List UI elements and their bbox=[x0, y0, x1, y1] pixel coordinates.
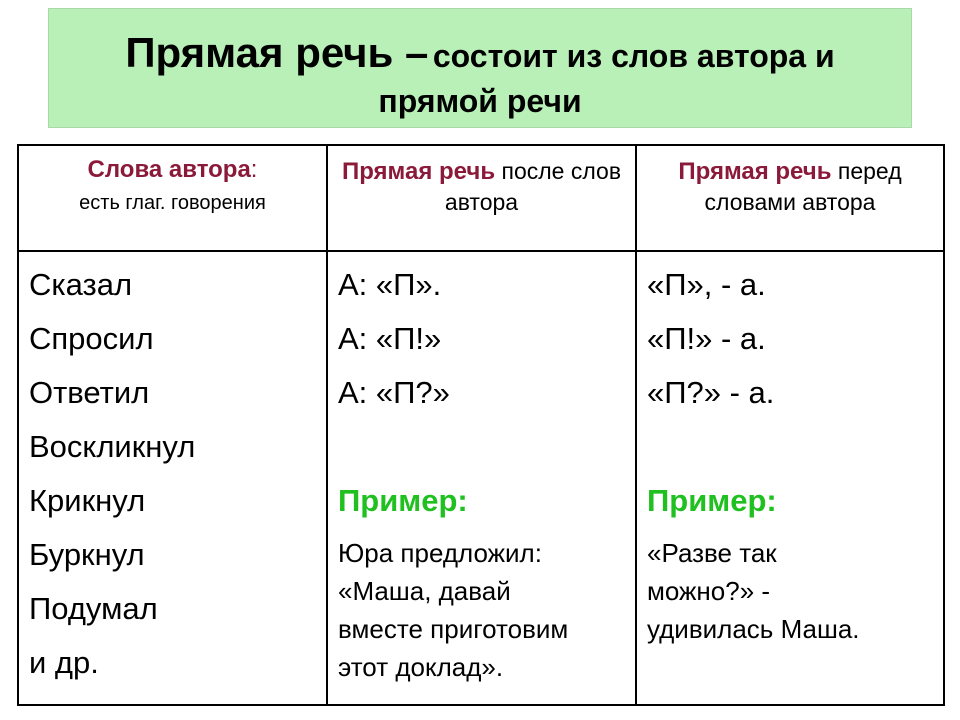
example-line: «Маша, давай bbox=[338, 576, 511, 606]
header-red-text: Прямая речь bbox=[341, 158, 496, 185]
example-label: Пример: bbox=[338, 483, 468, 518]
header-red-text: Прямая речь bbox=[678, 158, 832, 185]
header-author-words bbox=[18, 145, 327, 251]
example-text bbox=[647, 534, 933, 648]
formula: А: «П!» bbox=[338, 321, 442, 356]
verbs-cell bbox=[18, 251, 327, 705]
title-main: Прямая речь – bbox=[125, 29, 429, 76]
title-line-2: прямой речи bbox=[378, 83, 582, 119]
verb-item: Ответил bbox=[29, 375, 150, 410]
verb-item: Буркнул bbox=[29, 537, 145, 572]
example-line: «Разве так bbox=[647, 538, 777, 568]
body-row bbox=[18, 251, 944, 705]
header-rest-text: после слов автора bbox=[444, 158, 622, 215]
verb-item: Сказал bbox=[29, 267, 133, 302]
formula: «П», - а. bbox=[647, 267, 766, 302]
example-line: этот доклад». bbox=[338, 652, 504, 682]
example-line: Юра предложил: bbox=[338, 538, 542, 568]
verb-item: Крикнул bbox=[29, 483, 146, 518]
header-speech-after bbox=[327, 145, 636, 251]
example-line: можно?» - bbox=[647, 576, 771, 606]
formula: «П?» - а. bbox=[647, 375, 775, 410]
example-text bbox=[338, 534, 625, 686]
header-red-text: Слова автора bbox=[87, 156, 251, 183]
example-line: удивилась Маша. bbox=[647, 614, 860, 644]
header-speech-before bbox=[636, 145, 944, 251]
example-label: Пример: bbox=[647, 483, 777, 518]
speech-after-cell bbox=[327, 251, 636, 705]
header-rest-text: перед словами автора bbox=[704, 158, 902, 215]
title-sub: состоит из слов автора и bbox=[432, 38, 835, 74]
formula: «П!» - а. bbox=[647, 321, 766, 356]
spacer bbox=[647, 420, 933, 474]
header-row bbox=[18, 145, 944, 251]
verb-item: Подумал bbox=[29, 591, 158, 626]
example-line: вместе приготовим bbox=[338, 614, 569, 644]
header-red-suffix: : bbox=[250, 156, 258, 183]
rules-table bbox=[17, 144, 945, 706]
speech-before-cell bbox=[636, 251, 944, 705]
title-line-1 bbox=[49, 31, 911, 85]
verb-item: Спросил bbox=[29, 321, 154, 356]
verb-item: Воскликнул bbox=[29, 429, 196, 464]
formula: А: «П». bbox=[338, 267, 442, 302]
title-box bbox=[48, 8, 912, 128]
spacer bbox=[338, 420, 625, 474]
header-subtitle: есть глаг. говорения bbox=[79, 192, 266, 214]
formula: А: «П?» bbox=[338, 375, 450, 410]
verb-item: и др. bbox=[29, 645, 99, 680]
